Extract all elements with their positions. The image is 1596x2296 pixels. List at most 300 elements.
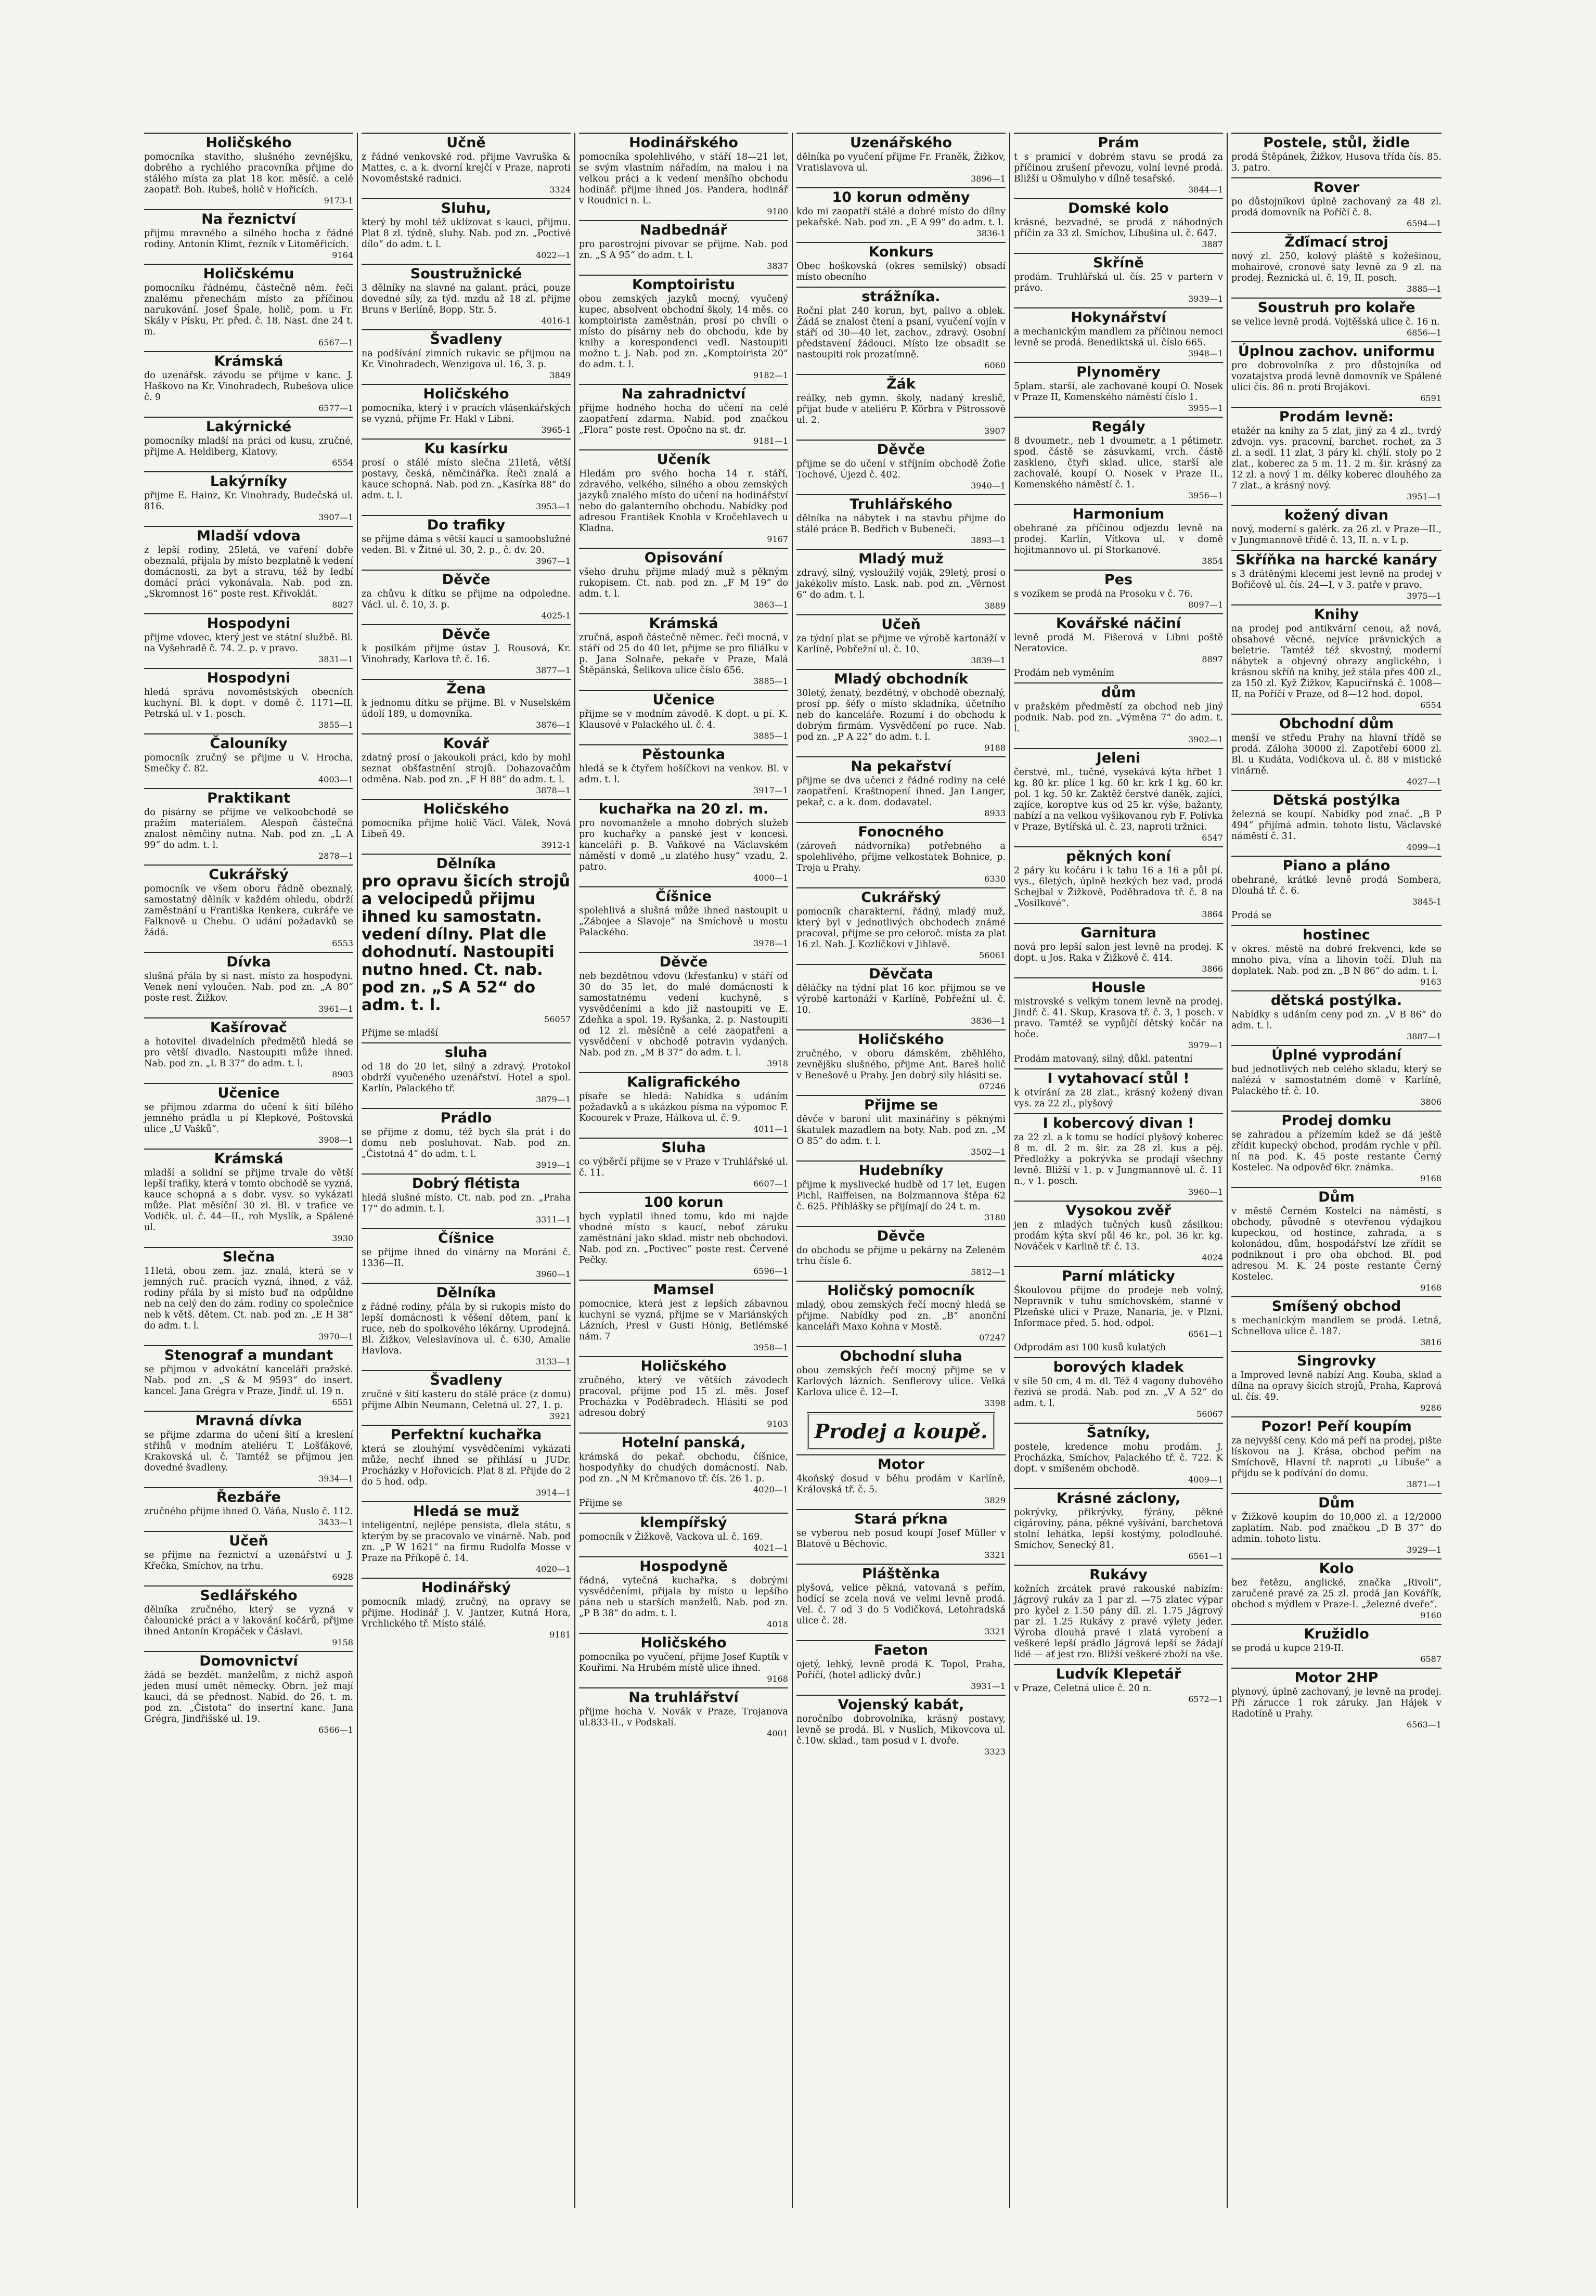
classified-ad	[1231, 790, 1441, 852]
ad-number: 9163	[1420, 977, 1441, 987]
classified-ad	[579, 133, 788, 216]
ad-heading: borových kladek	[1014, 1357, 1223, 1375]
ad-body: Nabídky s udáním ceny pod zn. „V B 86“ do adm. t. l.	[1231, 1010, 1441, 1031]
ad-number: 3965-1	[541, 425, 571, 435]
ad-body: obou zemských jazyků mocný, vyučený kupec, absolvent obchodní školy, 14 měs. co komptoirista zaměstnán, prosí po chvíli o místo do písárny neb do obchodu, kde by knihy a korespondenci vedl. Nastoupiti možno t. j. Nab. pod zn. „Komptoirista 20“ do adm. t. l.	[579, 294, 788, 370]
ad-heading: Prám	[1014, 133, 1223, 151]
ad-heading: Pozor! Peří koupím	[1231, 1416, 1441, 1435]
classified-ad	[1231, 550, 1441, 601]
ad-body: z řádné rodiny, přála by si rukopis místo do lepší domácnosti k věšení dětem, paní k ruce, neb do spolkového lékárny. Uprodejná. Bl. Žižkov, Veleslavínova ul. č. 630, Amalie Havlova.	[362, 1302, 571, 1356]
ad-body: děláčky na týdní plat 16 kor. přijmou se ve výrobě kartonáží v Karlíně, Pobřežní ul. č. 10.	[796, 983, 1006, 1015]
ad-body: Prodá se	[1231, 910, 1272, 921]
section-box	[807, 1412, 995, 1450]
classified-ad	[362, 679, 571, 730]
ad-heading: Kovář	[362, 733, 571, 752]
ad-number: 8097—1	[1188, 600, 1223, 610]
classified-ad	[579, 1633, 788, 1684]
ad-number: 3939—1	[1188, 294, 1223, 304]
classified-ad	[796, 756, 1006, 818]
ad-body: do písárny se přijme ve velkoobchodě se pražím materiálem. Alespoň částečná znalost němčiny nutna. Nab. pod zn. „L A 99“ do adm. t. l.	[144, 807, 353, 850]
ad-heading: Singrovky	[1231, 1351, 1441, 1369]
ad-heading: Na řeznictví	[144, 209, 353, 227]
ad-heading: Obchodní sluha	[796, 1346, 1006, 1364]
classified-ad	[1014, 198, 1223, 249]
ad-body: se přijme z domu, též bych šla prát i do domu neb posluhovat. Nab. pod zn. „Čistotná 4“ do adm. t. l.	[362, 1127, 571, 1159]
ad-body: 2 páry ku kočáru i k tahu 16 a 16 a půl pí. vys., 6letých, úplně hezkých bez vad, prodá Schejbal v Žižkově, Poděbradova tř. č. 8 na „Vosilkové“.	[1014, 866, 1223, 909]
ad-heading: Prádlo	[362, 1108, 571, 1126]
ad-number: 3864	[1202, 909, 1223, 919]
ad-number: 9173-1	[324, 196, 353, 205]
ad-number: 6572—1	[1188, 1694, 1223, 1704]
ad-number: 3931—1	[971, 1681, 1006, 1691]
classified-ad	[362, 1425, 571, 1498]
ad-heading: Dělníka	[362, 854, 571, 872]
ad-number: 3321	[984, 1627, 1006, 1636]
ad-body: Odprodám asi 100 kusů kulatých	[1014, 1343, 1166, 1353]
classified-ad	[579, 1072, 788, 1134]
classified-ad	[796, 887, 1006, 960]
classified-ad	[362, 624, 571, 675]
ad-body: pomocníka, který i v pracích vlásenkářských se vyzná, přijme Fr. Hakl v Libni.	[362, 403, 571, 424]
ad-heading: Regály	[1014, 417, 1223, 435]
classified-ad	[362, 1578, 571, 1640]
ad-number: 3398	[984, 1398, 1006, 1408]
column-1	[140, 133, 358, 2208]
classified-ad	[1014, 1113, 1223, 1197]
ad-number: 3844—1	[1188, 185, 1223, 195]
ad-heading: Učeník	[579, 449, 788, 468]
classified-ad	[579, 1356, 788, 1429]
classified-ad	[579, 744, 788, 795]
classified-ad	[144, 952, 353, 1014]
classified-ad	[1231, 714, 1441, 786]
classified-ad	[579, 449, 788, 544]
ad-body: plynový, úplně zachovaný, je levně na prodej. Při zárucce 1 rok záruky. Jan Hájek v Radotíně u Prahy.	[1231, 1687, 1441, 1719]
ad-number: 3893—1	[971, 535, 1006, 545]
classified-ad	[362, 515, 571, 566]
ad-heading: Hospodyně	[579, 1556, 788, 1575]
classified-ad	[1231, 1624, 1441, 1664]
ad-body: zručného, v oboru dámském, zběhlého, zevnějšku slušného, přijme Ant. Bareš holič v Benešově u Prahy. Jen dobrý sily hlásiti se.	[796, 1049, 1006, 1081]
ad-number: 3918	[767, 1059, 788, 1068]
classified-ad	[796, 242, 1006, 283]
classified-ad	[579, 613, 788, 686]
classified-ad	[1014, 923, 1223, 974]
ad-body: dělníka zručného, který se vyzná v čalounické práci a v lakování kočárů, přijme ihned Antonín Kropáček v Čáslavi.	[144, 1605, 353, 1637]
ad-heading: Rukávy	[1014, 1565, 1223, 1583]
ad-number: 6577—1	[318, 403, 353, 413]
ad-number: 9182—1	[753, 370, 788, 380]
classified-ad	[579, 1280, 788, 1352]
ad-number: 3970—1	[318, 1332, 353, 1342]
ad-number: 6567—1	[318, 338, 353, 347]
ad-number: 9103	[767, 1419, 788, 1429]
ad-body: v městě Černém Kostelci na náměstí, s obchody, původně s otevřenou výdajkou kupeckou, od hostince, zahrada, a s kolonádou, dům, hospodářství lze zřídit se podniknout i pro oba obchod. Bl. pod adresou M. K. 24 poste restante Černý Kostelec.	[1231, 1206, 1441, 1282]
ad-body: pomocnice, která jest z lepších zábavnou kuchyni se vyzná, přijme se v Mariánských Lázních, Presl v Gusti Hönig, Betlémské nám. 7	[579, 1299, 788, 1342]
ad-number: 56067	[1196, 1409, 1223, 1419]
ad-number: 6060	[984, 360, 1006, 370]
ad-number: 3896—1	[971, 174, 1006, 184]
ad-number: 3849	[549, 370, 571, 380]
ad-number: 3837	[767, 261, 788, 271]
classified-ad	[1231, 1296, 1441, 1347]
ad-number: 4018	[767, 1619, 788, 1629]
ad-heading: Smíšený obchod	[1231, 1296, 1441, 1314]
ad-body: inteligentní, nejlépe pensista, dlela státu, s kterým by se pracovalo ve vinárně. Nab. pod zn. „P W 1621“ na firmu Rudolfa Mosse v Praze na Příkopě č. 14.	[362, 1520, 571, 1564]
classified-ad	[144, 1585, 353, 1647]
ad-heading: Sedlářského	[144, 1585, 353, 1604]
ad-body: 5plam. starší, ale zachované koupí O. Nosek v Praze II, Komenského náměstí číslo 1.	[1014, 381, 1223, 403]
ad-number: 3502—1	[971, 1147, 1006, 1157]
ad-number: 9164	[332, 250, 353, 260]
classified-ad	[796, 133, 1006, 184]
ad-body: z lepší rodiny, 25letá, ve vaření dobře obeznalá, přijala by místo bezplatně k vedení domácnosti, za byt a stravu, též by ledbí domácí práci vykonávala. Nab. pod zn. „Skromnost 16“ poste rest. Křivoklát.	[144, 545, 353, 599]
ad-heading: Motor 2HP	[1231, 1668, 1441, 1686]
classified-ad	[1014, 1357, 1223, 1419]
ad-number: 6566—1	[318, 1725, 353, 1735]
classified-ad	[796, 822, 1006, 884]
ad-number: 3433—1	[318, 1517, 353, 1527]
ad-heading: Cukrářský	[796, 887, 1006, 906]
ad-number: 3934—1	[318, 1474, 353, 1484]
classified-ad	[796, 1454, 1006, 1505]
ad-body: přijme k myslivecké hudbě od 17 let, Eugen Pichl, Raiffeisen, na Bolzmannova štěpa 62 č. 625. Přihlášky se přijímají do 24 t. m.	[796, 1180, 1006, 1212]
classified-ad	[796, 614, 1006, 665]
classified-ad	[362, 570, 571, 621]
ad-number: 3816	[1420, 1337, 1441, 1347]
ad-body: kožních zrcátek pravé rakouské nabízím: Jágrový rukáv za 1 par zl. —75 zlatec výpar pro kyčel z 1.50 pány díl. zl. 1.75 Jágrový par zl. 1.25 Rukávy z pravé výlety jeder. Výroba dlouhá pravé i zlatá vyrobení a veškeré lepší prádlo Jágrová lepší se žádají lidé — ať jest rzo. Bližší veškeré zboží na vše.	[1014, 1584, 1223, 1660]
ad-number: 3324	[549, 185, 571, 195]
ad-number: 3902—1	[1188, 734, 1223, 744]
ad-body: krámská do pekař. obchodu, číšnice, hospodyňky do chudých domácností. Nab. pod zn. „N M Krčmanovo tř. čís. 26 1. p.	[579, 1452, 788, 1484]
ad-number: 8827	[332, 600, 353, 610]
classified-ad	[579, 275, 788, 380]
ad-number: 3975—1	[1407, 591, 1441, 601]
classified-ad	[144, 865, 353, 948]
classified-ad	[144, 733, 353, 784]
ad-heading: klempířský	[579, 1513, 788, 1531]
ad-number: 6330	[984, 874, 1006, 884]
ad-heading: Kružidlo	[1231, 1624, 1441, 1642]
ad-number: 6553	[332, 938, 353, 948]
ad-number: 3979—1	[1188, 1040, 1223, 1050]
classified-ad	[1231, 1111, 1441, 1183]
classified-ad	[362, 264, 571, 326]
ad-number: 3958—1	[753, 1343, 788, 1352]
ad-number: 9168	[1420, 1173, 1441, 1183]
ad-body: k jednomu dítku se přijme. Bl. v Nuselském údolí 189, u domovníka.	[362, 698, 571, 719]
classified-ad	[362, 799, 571, 850]
classified-ad	[362, 1173, 571, 1224]
classified-ad	[1231, 1493, 1441, 1555]
ad-heading: Prodej domku	[1231, 1111, 1441, 1129]
classified-ad	[796, 1640, 1006, 1691]
ad-heading: Číšnice	[362, 1228, 571, 1246]
ad-number: 6856—1	[1407, 328, 1441, 338]
ad-body: se přijme na řeznictví a uzenářství u J. Křečka, Smíchov, na trhu.	[144, 1550, 353, 1571]
ad-body: t s pramicí v dobrém stavu se prodá za příčinou zrušení převozu, volní levné prodá. Bližší u Ošmulyho v dílně tesařské.	[1014, 152, 1223, 184]
classified-ad	[1231, 298, 1441, 338]
classified-ad	[796, 1564, 1006, 1636]
ad-body: hledá slušné místo. Ct. nab. pod zn. „Praha 17“ do admin. t. l.	[362, 1193, 571, 1214]
ad-number: 3877—1	[536, 665, 571, 675]
ad-heading: Holičského	[362, 799, 571, 817]
ad-number: 3887—1	[1407, 1031, 1441, 1041]
ad-heading: hostinec	[1231, 925, 1441, 943]
ad-body: Prodám matovaný, silný, důkl. patentní	[1014, 1054, 1193, 1064]
classified-ad	[579, 1192, 788, 1276]
ad-heading: Harmonium	[1014, 504, 1223, 522]
ad-number: 3907—1	[318, 512, 353, 522]
ad-heading: Holičského	[796, 1029, 1006, 1048]
classified-ad	[1014, 1565, 1223, 1660]
ad-body: hledá správa novoměstských obecních kuchyní. Bl. k dopt. v domě č. 1171—II. Petrská ul. v 1. posch.	[144, 687, 353, 719]
classified-ad	[144, 526, 353, 610]
ad-heading: Stenograf a mundant	[144, 1345, 353, 1363]
ad-heading: Krámská	[579, 613, 788, 631]
ad-heading: Krámská	[144, 351, 353, 369]
ad-heading: Kolo	[1231, 1558, 1441, 1577]
ad-body: děvče v baroní ulit maxinářiny s pěknými škatulek mazadlem na boty. Nab. pod zn. „M O 85“ do adm. t. l.	[796, 1114, 1006, 1146]
ad-heading: Holičský pomocník	[796, 1281, 1006, 1299]
ad-body: která se zlouhýmí vysvědčeními vykázati může, nechť ihned se přihlásí u JUDr. Procházky v Hořovicích. Plat 8 zl. Přijde do 2 do 5 hod. odp.	[362, 1444, 571, 1487]
ad-body: se přijme zdarma do učení šití a kreslení střihů v modním ateliéru T. Lošťákové, Krakovská ul. č. Tamtéž se přijmou jen dovedné švadleny.	[144, 1430, 353, 1473]
ad-number: 2878—1	[318, 851, 353, 861]
classified-ad	[144, 1411, 353, 1484]
ad-number: 3854	[1202, 556, 1223, 566]
ad-number: 3885—1	[1407, 284, 1441, 294]
ad-heading: Holičskému	[144, 264, 353, 282]
classified-ad	[1014, 668, 1223, 679]
ad-body: mistrovské s velkým tonem levně na prodej. Jindř. č. 41. Skup, Krasova tř. č. 3, 1 posch. v pravo. Tamtéž se vypůjčí dětský kočár na hoče.	[1014, 997, 1223, 1040]
ad-number: 3323	[984, 1747, 1006, 1757]
ad-number: 4099—1	[1407, 842, 1441, 852]
ad-heading: Knihy	[1231, 604, 1441, 623]
ad-body: z řádné venkovské rod. přijme Vavruška & Mattes, c. a k. dvorní krejčí v Praze, naproti Novoměstské radnici.	[362, 152, 571, 184]
classified-ad	[1014, 253, 1223, 304]
classified-ad	[1231, 1416, 1441, 1489]
ad-heading: Hodinářského	[579, 133, 788, 151]
classified-ad	[362, 1228, 571, 1279]
ad-body: který by mohl též uklízovat s kauci, přijmu. Plat 8 zl. týdně, sluhy. Nab. pod zn. „Poctivé dílo“ do adm. t. l.	[362, 217, 571, 250]
ad-body: zručné v šití kasteru do stálé práce (z domu) přijme Albin Neumann, Celetná ul. 27, 1. p.	[362, 1389, 571, 1411]
ad-body: Přijme se mladší	[362, 1028, 438, 1038]
ad-number: 3912-1	[541, 840, 571, 850]
ad-heading: Pes	[1014, 570, 1223, 588]
ad-heading: Dívka	[144, 952, 353, 970]
classified-ad	[796, 187, 1006, 238]
ad-heading: Dům	[1231, 1187, 1441, 1205]
ad-heading: Děvče	[796, 1226, 1006, 1244]
ad-heading: Cukrářský	[144, 865, 353, 883]
ad-body: pro novomanžele a mnoho dobrých služeb pro kuchařky a panské jest v koncesi. kanceláři p. B. Vaňkové na Václavském náměstí v domě „u zlatého husy“ vzadu, 2. patro.	[579, 818, 788, 872]
classified-ad	[362, 1501, 571, 1574]
ad-heading: Ku kasírku	[362, 438, 571, 457]
classified-ad	[1231, 1558, 1441, 1620]
ad-body: s vozíkem se prodá na Prosoku v č. 76.	[1014, 589, 1193, 599]
ad-body: pro parostrojní pivovar se přijme. Nab. pod zn. „S A 95“ do adm. t. l.	[579, 239, 788, 261]
ad-body: s mechanickým mandlem se prodá. Letná, Schnellova ulice č. 187.	[1231, 1315, 1441, 1337]
ad-number: 6591	[1420, 393, 1441, 403]
ad-body: se prodá u kupce 219-II.	[1231, 1643, 1344, 1654]
ad-heading: Učeň	[144, 1531, 353, 1549]
ad-heading: Perfektní kuchařka	[362, 1425, 571, 1443]
classified-ad	[144, 1651, 353, 1735]
ad-number: 4001	[767, 1729, 788, 1738]
ad-body: přijme se do učení v stříjním obchodě Žofie Tochové, Újezd č. 402.	[796, 459, 1006, 480]
ad-heading: Učeň	[796, 614, 1006, 633]
ad-heading: Švadleny	[362, 1370, 571, 1388]
ad-body: Hledám pro svého hocha 14 r. stáří, zdravého, velkého, silného a obou zemských jazyků znalého místo do učení na hodinářství nebo do galanterního obchodu. Nabídky pod adresou František Knobla v Kročehlavech u Kladna.	[579, 469, 788, 534]
ad-heading: Dětská postýlka	[1231, 790, 1441, 808]
column-3	[575, 133, 793, 2208]
classified-ad	[1014, 1488, 1223, 1561]
classified-ad	[362, 733, 571, 795]
ad-heading: Děvčata	[796, 964, 1006, 982]
ad-body: obou zemských řečí mocný přijme se v Karlových lázních. Senflerovy ulice. Velká Karlova ulice č. 12—I.	[796, 1365, 1006, 1398]
classified-ad	[144, 1247, 353, 1342]
ad-heading: Holičského	[144, 133, 353, 151]
classified-ad	[1014, 1266, 1223, 1339]
ad-body: se velice levně prodá. Vojtěšská ulice č. 16 n.	[1231, 317, 1440, 327]
classified-ad	[144, 1531, 353, 1582]
ad-heading: I kobercový divan !	[1014, 1113, 1223, 1131]
classified-ad	[579, 220, 788, 271]
classified-ad	[579, 952, 788, 1068]
ad-body: se přijme ihned do vinárny na Moráni č. 1336—II.	[362, 1247, 571, 1269]
ad-heading: Jeleni	[1014, 748, 1223, 766]
ad-body: Roční plat 240 korun, byt, palivo a oblek. Žádá se znalost čtení a psaní, vyučení vojín v stáří od 30—40 let, zachov., zdravý. Osobní představení žádouci. Místo lze obsadit se nastoupiti rok prozatímně.	[796, 306, 1006, 360]
ad-heading: Ludvík Klepetář	[1014, 1664, 1223, 1682]
ad-heading: Sluha	[579, 1138, 788, 1156]
classified-ad	[796, 1509, 1006, 1560]
ad-heading: Garnitura	[1014, 923, 1223, 941]
ad-heading: Skříňka na harcké kanáry	[1231, 550, 1441, 568]
ad-number: 3956—1	[1188, 491, 1223, 500]
ad-body: neb bezdětnou vdovu (křesťanku) v stáří od 30 do 35 let, do malé domácnosti k samostatnému vedení kuchyně, s vysvědčeními a kdo již nastoupiti ve E. Zdeňka a spol. 19. Ryšanka, 2. p. Nastoupiti od 12 zl. měsíčně a celé zaopatřeni a vysvědčení v obchodě potravin vydaných. Nab. pod zn. „M B 37“ do adm. t. l.	[579, 971, 788, 1058]
classified-ad	[1014, 1054, 1223, 1065]
classified-ad	[362, 1370, 571, 1421]
ad-number: 4021—1	[753, 1543, 788, 1553]
classified-ad	[579, 1433, 788, 1494]
classified-ad	[1014, 1068, 1223, 1110]
ad-number: 3978—1	[753, 938, 788, 948]
classified-ad	[579, 1513, 788, 1553]
ad-number: 3871—1	[1407, 1479, 1441, 1489]
ad-body: pro dobrovolníka z pro důstojníka od vozatajstva prodá levně domovník ve Spálené ulici čís. 86 n. proti Brojákovi.	[1231, 360, 1441, 393]
classified-ad	[796, 440, 1006, 491]
ad-number: 8897	[1202, 654, 1223, 664]
ad-number: 3321	[984, 1550, 1006, 1560]
ad-heading: Kovářské náčiní	[1014, 613, 1223, 631]
ad-number: 3829	[984, 1495, 1006, 1505]
ad-heading: Soustružnické	[362, 264, 571, 282]
ad-body: k posilkám přijme ústav J. Rousová, Kr. Vinohrady, Karlova tř. č. 16.	[362, 643, 571, 665]
ad-body: pomocníka po vyučení, přijme Josef Kuptík v Kouřimi. Na Hrubém místě ulice ihned.	[579, 1652, 788, 1673]
ad-body: pomocník zručný se přijme u V. Hrocha, Smečky č. 82.	[144, 753, 353, 774]
ad-number: 3889	[984, 601, 1006, 611]
ad-body: do uzenářsk. závodu se přijme v kanc. J. Haškovo na Kr. Vinohradech, Rubešova ulice č. 9	[144, 370, 353, 403]
classified-ad	[1014, 613, 1223, 664]
classified-ad	[579, 1138, 788, 1189]
classified-ad	[362, 384, 571, 435]
ad-body: 30letý, ženatý, bezdětný, v obchodě obeznalý, prosí pp. šéfy o místo skladníka, účetního neb do kanceláře. Rozumí i do obchodu k dobrým firmám. Vysvědčení po ruce. Nab. pod zn. „P A 22“ do adm. t. l.	[796, 688, 1006, 742]
ad-heading: Krámská	[144, 1149, 353, 1167]
ad-number: 9181—1	[753, 436, 788, 446]
ad-body: se přijmou v advokátní kanceláři pražské. Nab. pod zn. „S & M 9593“ do insert. kancel. Jana Grégra v Praze, Jindř. ul. 19 n.	[144, 1364, 353, 1397]
ad-number: 3836—1	[971, 1016, 1006, 1026]
ad-body: po důstojníkovi úplně zachovaný za 48 zl. prodá domovník na Poříčí č. 8.	[1231, 197, 1441, 218]
ad-heading: Na truhlářství	[579, 1687, 788, 1706]
ad-heading: I vytahovací stůl !	[1014, 1068, 1223, 1087]
ad-heading: Pláštěnka	[796, 1564, 1006, 1582]
classified-ad	[144, 1149, 353, 1243]
ad-number: 8933	[984, 808, 1006, 818]
ad-body: přijme se v modním závodě. K dopt. u pí. K. Klausové v Palackého ul. č. 4.	[579, 709, 788, 730]
ad-number: 3921	[549, 1411, 571, 1421]
ad-body: pomocník mladý, zručný, na opravy se přijme. Hodinář J. V. Jantzer, Kutná Hora, Vrchlického tř. Místo stálé.	[362, 1597, 571, 1629]
ad-heading: Úplnou zachov. uniformu	[1231, 341, 1441, 359]
ad-body: levně prodá M. Fišerová v Libni poště Neratovice.	[1014, 633, 1223, 654]
classified-ad	[1231, 232, 1441, 294]
ad-heading: Praktikant	[144, 788, 353, 806]
ad-body: mladší a solidní se přijme trvale do větší lepší trafiky, která v tomto obchodě se vyzná, kauce schopná a s dobr. vysv. so vykázati může. Plat měsíční 30 zl. Bl. v trafice ve Vodičk. ul. č. 44—II., roh Myslík, a Spálené ul.	[144, 1168, 353, 1233]
ad-number: 3919—1	[536, 1160, 571, 1170]
ad-number: 6554	[332, 458, 353, 468]
classified-ad	[796, 669, 1006, 753]
ad-number: 9286	[1420, 1403, 1441, 1413]
ad-heading: Do trafiky	[362, 515, 571, 533]
classified-ad	[144, 471, 353, 522]
ad-heading: Housle	[1014, 977, 1223, 996]
ad-heading: Hotelní panská,	[579, 1433, 788, 1451]
ad-heading: Dělníka	[362, 1283, 571, 1301]
ad-body: ojetý, lehký, levně prodá K. Topol, Praha, Poříčí, (hotel adlický dvůr.)	[796, 1659, 1006, 1681]
ad-number: 4025-1	[541, 611, 571, 621]
ad-heading: Obchodní dům	[1231, 714, 1441, 732]
ad-number: 3953—1	[536, 501, 571, 511]
ad-heading: dům	[1014, 682, 1223, 701]
ad-heading: dětská postýlka.	[1231, 990, 1441, 1009]
ad-body: k otvírání za 28 zlat., krásný kožený divan vys. za 22 zl., plyšový	[1014, 1088, 1223, 1109]
ad-heading: Opisování	[579, 548, 788, 566]
ad-body: žádá se bezdět. manželům, z nichž aspoň jeden musí umět německy. Obrn. jež mají kauci, dá se přednost. Nabíd. do 26. t. m. pod zn. „Čistota“ do insertní kanc. Jana Grégra, Jindřišské ul. 19.	[144, 1670, 353, 1724]
classified-ad	[1014, 133, 1223, 195]
ad-number: 4011—1	[753, 1124, 788, 1134]
ad-body: 11letá, obou zem. jaz. znalá, která se v jemných ruč. pracích vyzná, ihned, z váž. rodiny přála by si místo buď na odpůldne neb na celý den do zám. rodiny co společnice neb k větš. dětem. Ct. nab. pod zn. „E H 38“ do adm. t. l.	[144, 1266, 353, 1331]
ad-body: nová pro lepší salon jest levně na prodej. K dopt. u Jos. Raka v Žižkově č. 414.	[1014, 942, 1223, 963]
ad-body: pomocník ve všem oboru řádně obeznalý, samostatný dělník v každém ohledu, obdrží zaměstnání u Františka Renkera, cukráře ve Falknově u Chebu. O udání požadavků se žádá.	[144, 884, 353, 938]
ad-heading: Šatníky,	[1014, 1423, 1223, 1441]
ad-body: za 22 zl. a k tomu se hodící plyšový koberec 8 m. dl. 2 m. šir. za 28 zl. kus a pěj. Předložky a pokrývka se prodají všechny levně. Bližší v 1. p. v Jungmannově ul. č. 11 n., v 1. posch.	[1014, 1132, 1223, 1186]
ad-body: se vyberou neb posud koupí Josef Müller v Blatově u Běchovic.	[796, 1528, 1006, 1550]
ad-number: 8903	[332, 1069, 353, 1079]
column-6	[1228, 133, 1445, 2208]
ad-number: 3929—1	[1407, 1545, 1441, 1555]
classified-ad	[796, 374, 1006, 436]
ad-body: pomocníku řádnému, částečně něm. řeči znalému přenechám místo za příčinou narukování. Josef Špale, holič, pom. u Fr. Skály v Písku, Pr. před. č. 18. Nast. dne 24 t. m.	[144, 283, 353, 337]
ad-heading: Na pekařství	[796, 756, 1006, 775]
ad-number: 3831—1	[318, 654, 353, 664]
ad-number: 4020—1	[753, 1485, 788, 1494]
ad-heading: Dům	[1231, 1493, 1441, 1511]
ad-number: 6563—1	[1407, 1720, 1441, 1730]
ad-number: 56057	[544, 1014, 571, 1024]
ad-body: pomocník v Žižkově, Vackova ul. č. 169.	[579, 1532, 763, 1542]
ad-body: písaře se hledá: Nabídka s udáním požadavků a s ukázkou písma na výpomoc F. Kocourek v Praze, Hálkova ul. č. 9.	[579, 1091, 788, 1124]
ad-heading: Učenice	[579, 690, 788, 708]
ad-heading: Hokynářství	[1014, 307, 1223, 326]
